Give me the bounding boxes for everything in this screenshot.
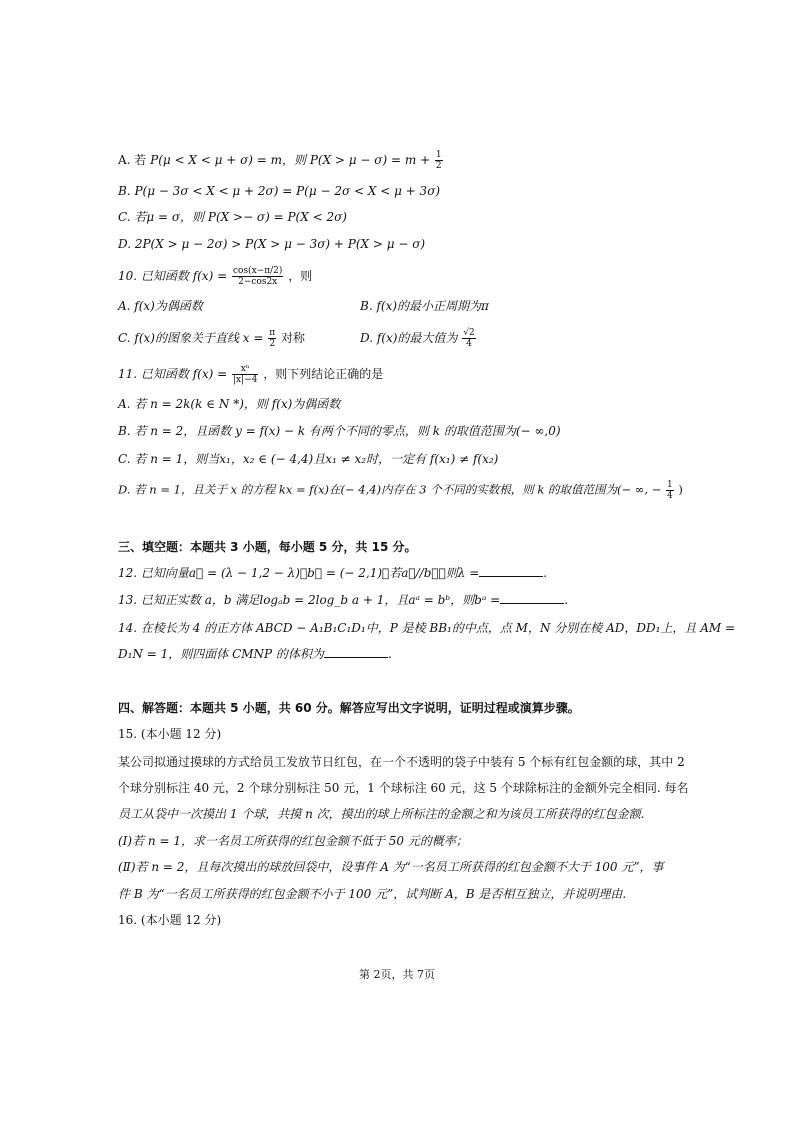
section-heading-solutions: 四、解答题：本题共 5 小题，共 60 分。解答应写出文字说明，证明过程或演算步骤。 bbox=[118, 701, 580, 715]
q9-option-b: B. P(μ − 3σ < X < μ + 2σ) = P(μ − 2σ < X < μ + 3σ) bbox=[118, 184, 441, 198]
fraction: $\frac{\text{xⁿ}}{|x|-4}$ bbox=[232, 364, 258, 385]
q11-option-d: D. 若 n = 1，且关于 x 的方程 kx = f(x)在(− 4,4)内存在 3 个不同的实数根，则 k 的取值范围为(− ∞, − $\frac{1}{4}$ ) bbox=[118, 480, 683, 501]
answer-blank bbox=[479, 565, 543, 577]
page-footer: 第 2页，共 7页 bbox=[359, 968, 435, 981]
q15-part-2-cont: 件 B 为“一名员工所获得的红包金额不小于 100 元”，试判断 A，B 是否相互独立，并说明理由. bbox=[118, 887, 627, 901]
q10-option-b: B. f(x)的最小正周期为π bbox=[360, 299, 489, 313]
fraction: $\frac{\cos(x-\pi/2)}{2-\cos 2x}$ bbox=[232, 266, 283, 287]
fraction: $\frac{√2}{4}$ bbox=[463, 328, 475, 349]
q10-option-a: A. f(x)为偶函数 bbox=[118, 299, 203, 313]
fraction: $\frac{1}{2}$ bbox=[435, 150, 442, 171]
q9-option-c: C. 若μ = σ，则 P(X >− σ) = P(X < 2σ) bbox=[118, 210, 347, 224]
q15-paragraph-line: 员工从袋中一次摸出 1 个球，共摸 n 次，摸出的球上所标注的金额之和为该员工所获得的红包金额. bbox=[118, 807, 645, 821]
q14-line-2: D₁N = 1，则四面体 CMNP 的体积为 . bbox=[118, 647, 392, 661]
q10-option-d: D. f(x)的最大值为 $\frac{√2}{4}$ bbox=[360, 328, 475, 349]
section-heading-fill-in: 三、填空题：本题共 3 小题，每小题 5 分，共 15 分。 bbox=[118, 540, 417, 554]
q15-paragraph-line: 某公司拟通过摸球的方式给员工发放节日红包，在一个不透明的袋子中装有 5 个标有红包金额的球，其中 2 bbox=[118, 755, 685, 769]
q11-stem: 11. 已知函数 f(x) = $\frac{\text{xⁿ}}{|x|-4}$ ，则下列结论正确的是 bbox=[118, 364, 384, 385]
q12: 12. 已知向量a⃗ = (λ − 1,2 − λ)，b⃗ = (− 2,1)，若a⃗//b⃗，则λ = . bbox=[118, 566, 548, 580]
q9-option-a: A. 若 P(μ < X < μ + σ) = m，则 P(X > μ − σ) = m + $\frac{1}{2}$ bbox=[118, 150, 442, 171]
q11-option-a: A. 若 n = 2k(k ∈ N *)，则 f(x)为偶函数 bbox=[118, 397, 341, 411]
q11-option-c: C. 若 n = 1，则当x₁，x₂ ∈ (− 4,4)且x₁ ≠ x₂时，一定有 f(x₁) ≠ f(x₂) bbox=[118, 452, 499, 466]
q15-part-2: (Ⅱ)若 n = 2，且每次摸出的球放回袋中，设事件 A 为“一名员工所获得的红包金额不大于 100 元”，事 bbox=[118, 860, 664, 874]
q10-stem: 10. 已知函数 f(x) = $\frac{\cos(x-\pi/2)}{2-\cos 2x}$ ，则 bbox=[118, 266, 313, 287]
q11-option-b: B. 若 n = 2，且函数 y = f(x) − k 有两个不同的零点，则 k 的取值范围为(− ∞,0) bbox=[118, 424, 561, 438]
q10-option-c: C. f(x)的图象关于直线 x = $\frac{\pi}{2}$ 对称 bbox=[118, 328, 305, 349]
answer-blank bbox=[324, 646, 388, 658]
q9-option-d: D. 2P(X > μ − 2σ) > P(X > μ − 3σ) + P(X > μ − σ) bbox=[118, 237, 426, 251]
q13: 13. 已知正实数 a，b 满足logₐb = 2log_b a + 1，且aᵃ = bᵇ，则bᵃ = . bbox=[118, 593, 569, 607]
q15-paragraph-line: 个球分别标注 40 元，2 个球分别标注 50 元，1 个球标注 60 元，这 5 个球除标注的金额外完全相同. 每名 bbox=[118, 781, 689, 795]
q16-header: 16. (本小题 12 分) bbox=[118, 913, 222, 927]
fraction: $\frac{1}{4}$ bbox=[666, 480, 673, 501]
answer-blank bbox=[500, 592, 564, 604]
q14-line-1: 14. 在棱长为 4 的正方体 ABCD − A₁B₁C₁D₁中，P 是棱 BB₁的中点，点 M，N 分别在棱 AD，DD₁上，且 AM = bbox=[118, 621, 736, 635]
q15-part-1: (Ⅰ)若 n = 1，求一名员工所获得的红包金额不低于 50 元的概率； bbox=[118, 834, 468, 848]
q15-header: 15. (本小题 12 分) bbox=[118, 727, 222, 741]
fraction: $\frac{\pi}{2}$ bbox=[269, 328, 276, 349]
